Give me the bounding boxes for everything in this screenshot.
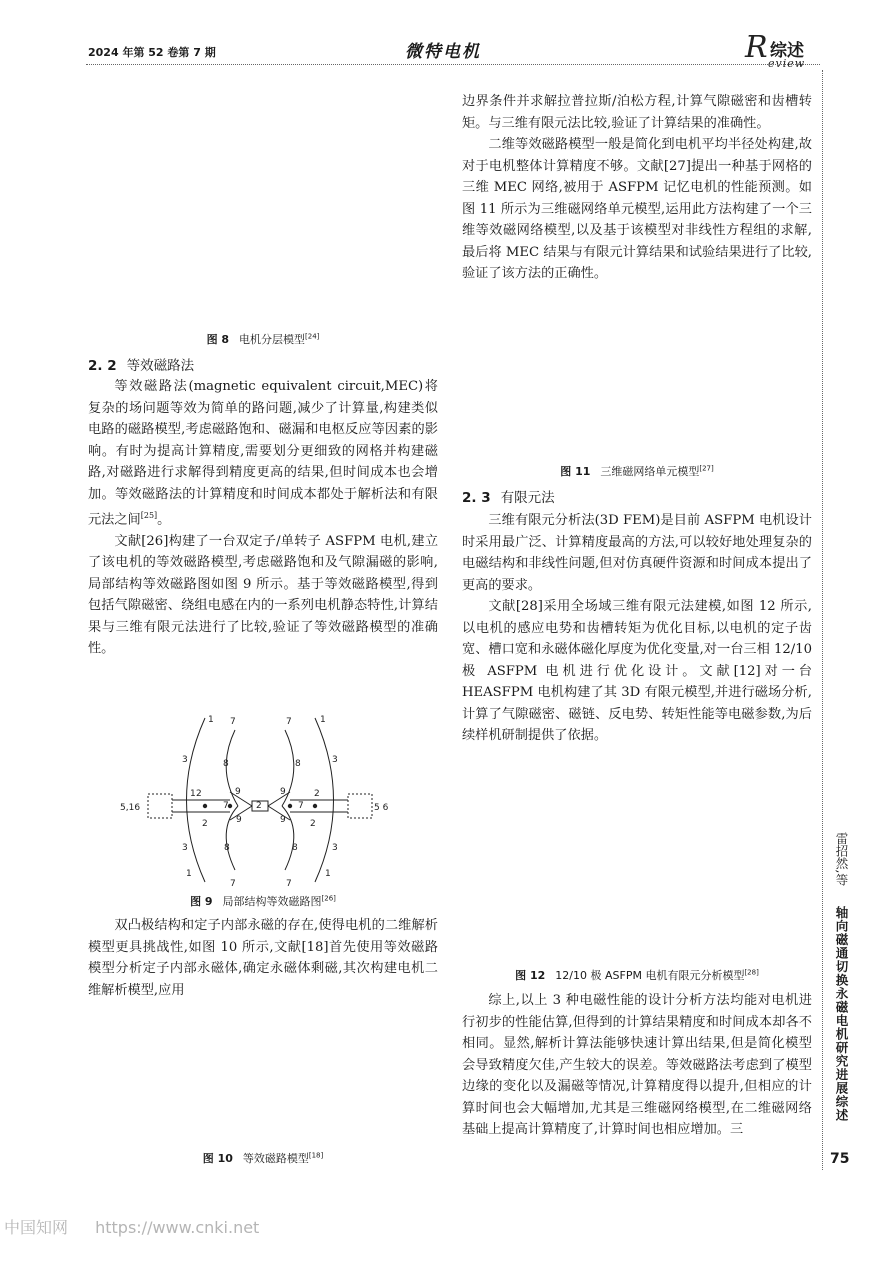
paragraph-ref26: 文献[26]构建了一台双定子/单转子 ASFPM 电机,建立了该电机的等效磁路模型,考虑磁路饱和及气隙漏磁的影响,局部结构等效磁路图如图 9 所示。基于等效磁路模型,得到包括气隙磁密、绕组电感在内的一系列电机静态特性,计算结果与三维有限元法进行了比较,验证了等效磁路模型的准确性。 (88, 533, 438, 657)
fig8-ref: [24] (305, 332, 320, 341)
journal-name: 微特电机 (405, 42, 481, 62)
fig12-ref: [28] (744, 968, 759, 977)
paragraph-ref28: 文献[28]采用全场域三维有限元法建模,如图 12 所示,以电机的感应电势和齿槽转矩为优化目标,以电机的定子齿宽、槽口宽和永磁体磁化厚度为优化变量,对一台三相 12/10 极 ASFPM 电机进行优化设计。文献[12]对一台 HEASFPM 电机构建了其 3D 有限元模型,并进行磁场分析,计算了气隙磁密、磁链、反电势、转矩性能等电磁参数,为后续样机研制提供了依据。 (462, 599, 812, 743)
fig11-ref: [27] (699, 464, 714, 473)
fig9-label-9-ul: 9 (235, 787, 241, 797)
link-right-down (268, 806, 290, 820)
fig8-caption-num: 图 8 (206, 333, 230, 346)
section-label: 综述 (770, 41, 804, 61)
section-2-2-number: 2. 2 (88, 358, 117, 374)
fig8-caption (88, 331, 438, 347)
fig10-caption (88, 1150, 438, 1166)
fig11-caption-text: 三维磁网络单元模型 (600, 465, 700, 478)
fig9-label-3-top: 3 (182, 755, 188, 765)
section-2-3-title: 有限元法 (500, 490, 555, 506)
fig9-label-2-center: 2 (256, 801, 262, 811)
fig9-ref: [26] (321, 894, 336, 903)
fig9-caption-num: 图 9 (190, 895, 213, 908)
sidebar-article-title: 轴向磁通切换永磁电机研究进展综述 (834, 906, 849, 1122)
section-2-3-heading (462, 486, 555, 506)
paragraph-3d-fem: 三维有限元分析法(3D FEM)是目前 ASFPM 电机设计时采用最广泛、计算精度最高的方法,可以较好地处理复杂的电磁结构和非线性问题,但对仿真硬件资源和时间成本提出了更高的要求。 (462, 513, 812, 593)
fig12-caption (462, 967, 812, 983)
paragraph-summary: 综上,以上 3 种电磁性能的设计分析方法均能对电机进行初步的性能估算,但得到的计算结果精度和时间成本却各不相同。显然,解析计算法能够快速计算出结果,但是简化模型会导致精度欠佳,产生较大的误差。等效磁路法考虑到了模型边缘的变化以及漏磁等情况,计算精度得以提升,但相应的计算时间也会大幅增加,尤其是三维磁网络模型,在二维磁网络基础上提高计算精度了,计算时间也相应增加。三 (462, 993, 812, 1137)
fig9-caption (88, 893, 438, 909)
fig10-caption-num: 图 10 (202, 1152, 233, 1165)
left-box (148, 794, 172, 818)
fig9-label-1-top: 1 (208, 715, 214, 725)
fig9-label-2-lower-right: 2 (310, 819, 316, 829)
fig9-label-8-ll: 8 (224, 843, 230, 853)
fig9-label-3-bottom: 3 (182, 843, 188, 853)
fig9-label-7-top: 7 (230, 717, 236, 727)
journal-issue: 2024 年第 52 卷第 7 期 (88, 46, 216, 59)
fig10-ref: [18] (308, 1151, 324, 1160)
left-text-block-2 (88, 915, 438, 1001)
fig12-caption-text: 12/10 极 ASFPM 电机有限元分析模型 (555, 969, 745, 982)
fig9-label-8-lr: 8 (292, 843, 298, 853)
fig9-label-7-r: 7 (298, 801, 304, 811)
fig9-label-5-16: 5,16 (120, 803, 141, 813)
paragraph-mec-intro-text: 等效磁路法(magnetic equivalent circuit,MEC)将复杂的场问题等效为简单的路问题,减少了计算量,构建类似电路的磁路模型,考虑磁路饱和、磁漏和电枢反应等因素的影响。有时为提高计算精度,需要划分更细致的网格并构建磁路,对磁路进行求解得到精度更高的结果,但时间成本也会增加。等效磁路法的计算精度和时间成本都处于解析法和有限元法之间 (88, 379, 438, 528)
review-script-initial: R (745, 30, 768, 65)
fig9-label-7-bottom-r: 7 (286, 879, 292, 889)
fig9-diagram (120, 710, 400, 890)
section-label-en: eview (768, 57, 806, 70)
fig9-label-1-bottom: 1 (186, 869, 192, 879)
fig9-label-8-ur: 8 (295, 759, 301, 769)
cnki-site-name: 中国知网 (4, 1218, 69, 1237)
fig9-label-1-mid: 1 (190, 789, 196, 799)
fig9-label-7-top-r: 7 (286, 717, 292, 727)
fig9-label-2-right: 2 (314, 789, 320, 799)
link-right-up (268, 792, 290, 806)
fig9-label-2-left: 2 (196, 789, 202, 799)
paragraph-mec-intro-end: 。 (157, 512, 171, 528)
header-rule (86, 64, 820, 65)
left-text-block-1 (88, 376, 438, 660)
right-text-block-2 (462, 510, 812, 747)
paragraph-boundary-conditions: 边界条件并求解拉普拉斯/泊松方程,计算气隙磁密和齿槽转矩。与三维有限元法比较,验证了计算结果的准确性。 (462, 94, 812, 131)
fig9-label-5-6: 5 6 (374, 803, 389, 813)
section-2-3-number: 2. 3 (462, 490, 491, 506)
fig9-label-8-ul: 8 (223, 759, 229, 769)
fig9-label-9-lr: 9 (280, 815, 286, 825)
sidebar-rule (822, 70, 823, 1170)
cnki-url: https://www.cnki.net (95, 1218, 260, 1237)
fig9-label-1-bottom-r: 1 (325, 869, 331, 879)
fig12-caption-num: 图 12 (515, 969, 546, 982)
paragraph-2d-mec: 二维等效磁路模型一般是简化到电机平均半径处构建,故对于电机整体计算精度不够。文献[27]提出一种基于网格的三维 MEC 网络,被用于 ASFPM 记忆电机的性能预测。如图 11 所示为三维磁网络单元模型,运用此方法构建了一个三维等效磁网络模型,以及基于该模型对非线性方程组的求解,最后将 MEC 结果与有限元计算结果和试验结果进行了比较,验证了该方法的正确性。 (462, 137, 812, 281)
page-number: 75 (830, 1151, 850, 1167)
fig9-label-9-ur: 9 (280, 787, 286, 797)
fig11-caption-num: 图 11 (560, 465, 591, 478)
fig9-label-7-l: 7 (223, 801, 229, 811)
section-2-2-heading (88, 354, 194, 374)
fig9-label-3-right: 3 (332, 755, 338, 765)
fig10-caption-text: 等效磁路模型 (242, 1152, 309, 1165)
fig9-caption-text: 局部结构等效磁路图 (222, 895, 322, 908)
fig9-label-1-right: 1 (320, 715, 326, 725)
right-box (348, 794, 372, 818)
right-text-block-3 (462, 990, 812, 1141)
fig9-label-7-bottom: 7 (230, 879, 236, 889)
fig8-caption-text: 电机分层模型 (239, 333, 306, 346)
section-2-2-title: 等效磁路法 (126, 358, 195, 374)
paragraph-mec-intro (88, 376, 438, 531)
paragraph-doubly-salient: 双凸极结构和定子内部永磁的存在,使得电机的二维解析模型更具挑战性,如图 10 所示,文献[18]首先使用等效磁路模型分析定子内部永磁体,确定永磁体剩磁,其次构建电机二维解析模型,应用 (88, 918, 438, 998)
fig9-label-2-lower-left: 2 (202, 819, 208, 829)
fig9-label-3-bottom-r: 3 (332, 843, 338, 853)
ref-25: [25] (140, 511, 158, 520)
fig9-label-9-ll: 9 (236, 815, 242, 825)
fig11-caption (462, 463, 812, 479)
sidebar-authors: 雷招然,等 (834, 832, 849, 886)
cnki-watermark (4, 1215, 259, 1238)
link-left-up (230, 792, 252, 806)
right-text-block-1 (462, 91, 812, 285)
